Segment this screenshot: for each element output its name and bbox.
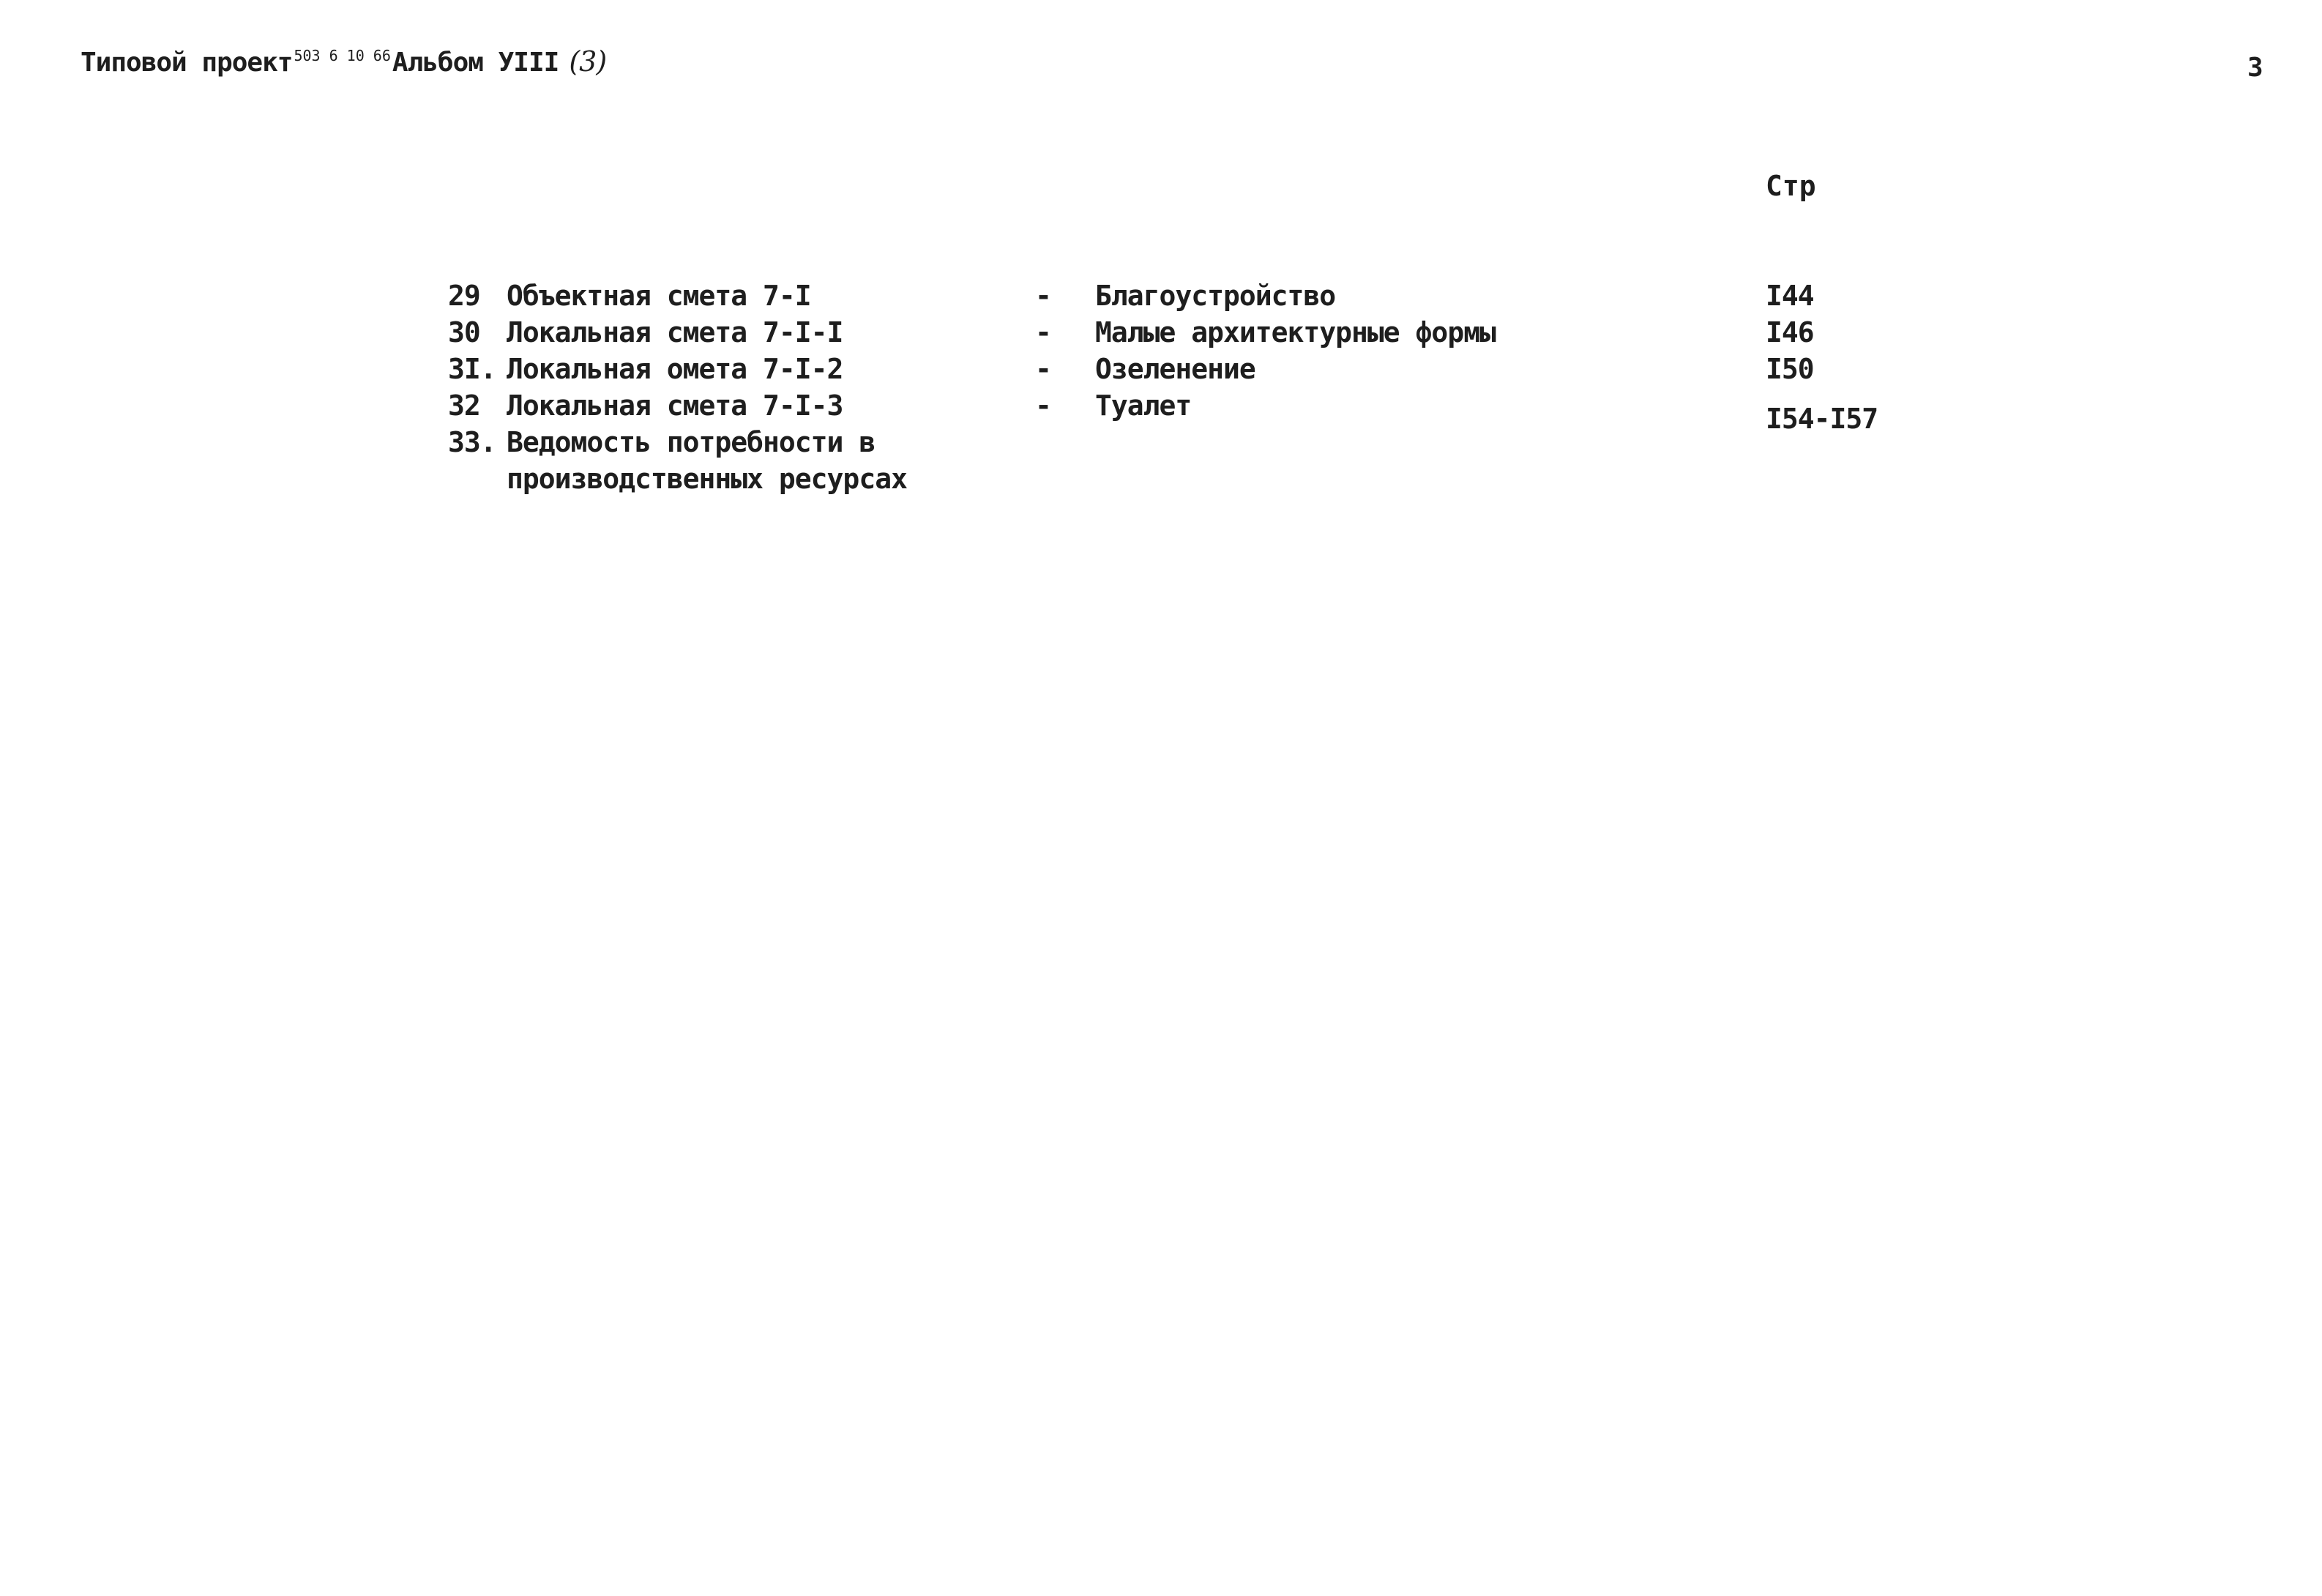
entry-pages: I44 bbox=[1766, 280, 1814, 312]
entry-dash: - bbox=[1035, 353, 1051, 385]
entry-section: Благоустройство bbox=[1095, 280, 1336, 312]
project-number: 503 6 10 66 bbox=[294, 47, 391, 64]
entry-pages: I46 bbox=[1766, 316, 1814, 348]
handwritten-mark: (3) bbox=[569, 45, 607, 78]
document-header bbox=[81, 45, 606, 78]
album-label: Альбом УIII bbox=[392, 48, 559, 78]
entry-dash: - bbox=[1035, 316, 1051, 348]
page-number: 3 bbox=[2247, 53, 2263, 83]
entry-number: 30 bbox=[448, 316, 480, 348]
entry-name: Локальная смета 7-I-3 bbox=[507, 389, 843, 422]
entry-dash: - bbox=[1035, 389, 1051, 422]
entry-name: Ведомость потребности в bbox=[507, 426, 876, 458]
entry-name: Локальная омета 7-I-2 bbox=[507, 353, 843, 385]
entry-number: 3I. bbox=[448, 353, 496, 385]
entry-number: 33. bbox=[448, 426, 496, 458]
entry-name: Объектная смета 7-I bbox=[507, 280, 811, 312]
entry-number: 29 bbox=[448, 280, 480, 312]
entry-section: Малые архитектурные формы bbox=[1095, 316, 1496, 348]
entry-name: производственных ресурсах bbox=[507, 463, 907, 495]
entry-number: 32 bbox=[448, 389, 480, 422]
entry-dash: - bbox=[1035, 280, 1051, 312]
entry-pages: I50 bbox=[1766, 353, 1814, 385]
pages-column-header: Стр bbox=[1766, 170, 1816, 202]
entry-section: Озеленение bbox=[1095, 353, 1255, 385]
header-prefix: Типовой проект bbox=[81, 48, 293, 78]
entry-name: Локальная смета 7-I-I bbox=[507, 316, 843, 348]
entry-pages: I54-I57 bbox=[1766, 403, 1878, 435]
entry-section: Туалет bbox=[1095, 389, 1192, 422]
